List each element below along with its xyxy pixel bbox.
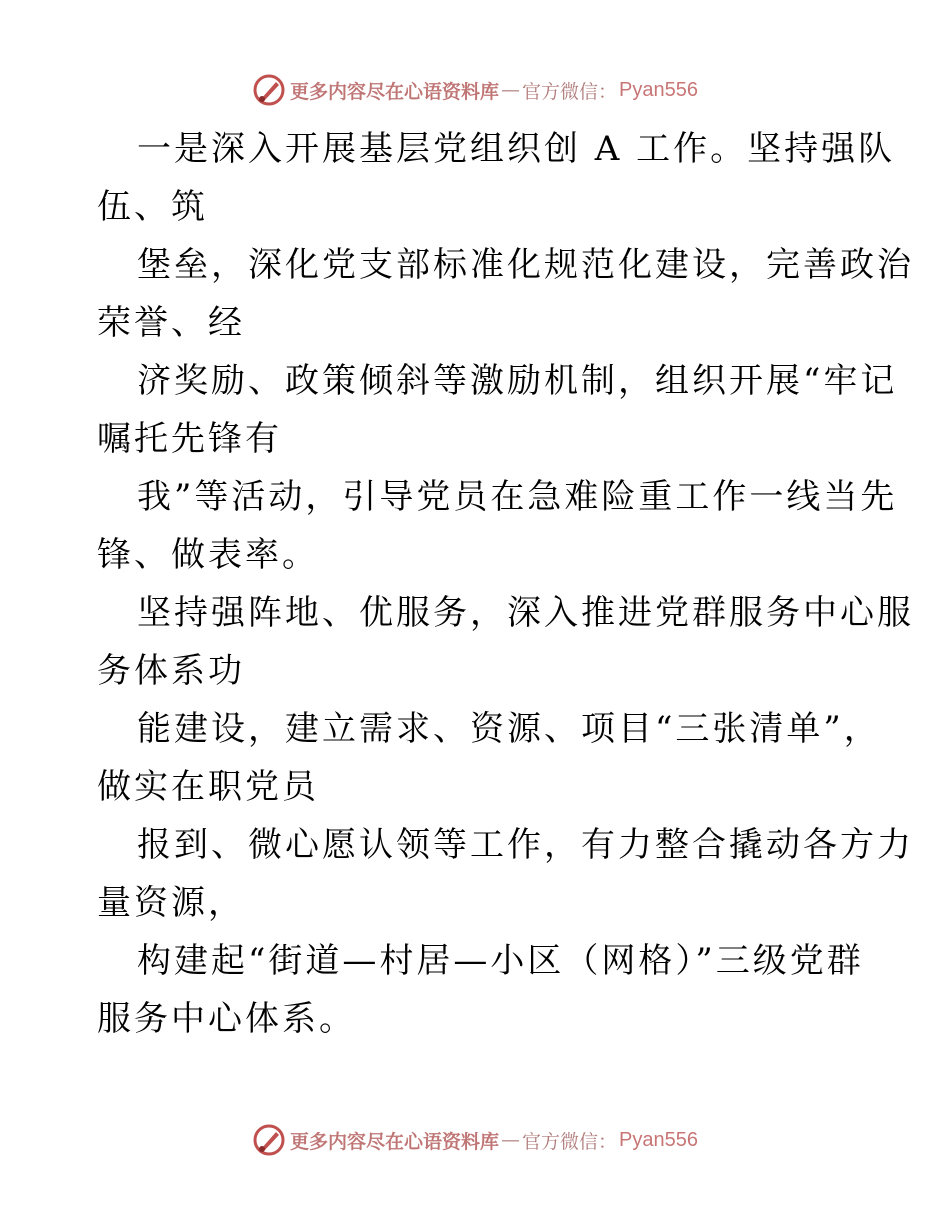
paragraph-line: 坚持强阵地、优服务，深入推进党群服务中心服	[137, 593, 914, 633]
footer-banner	[0, 1120, 950, 1160]
banner-wechat-label: 官方微信：	[522, 80, 618, 103]
banner-wechat-id: Pyan556	[619, 78, 698, 101]
banner-separator: —	[501, 79, 521, 101]
paragraph	[97, 236, 914, 352]
paragraph	[97, 352, 898, 468]
paragraph-line: 伍、筑	[97, 187, 208, 227]
paragraph-line: 嘱托先锋有	[97, 419, 282, 459]
header-banner	[0, 70, 950, 110]
paragraph-line: 报到、微心愿认领等工作，有力整合撬动各方力	[137, 825, 914, 865]
paragraph-line: 荣誉、经	[97, 303, 245, 343]
paragraph	[97, 584, 914, 700]
paragraph	[97, 700, 881, 816]
paragraph	[97, 468, 898, 584]
paragraph-line: 锋、做表率。	[97, 535, 319, 575]
paragraph-line: 济奖励、政策倾斜等激励机制，组织开展“牢记	[137, 361, 898, 401]
banner-wechat-label: 官方微信：	[522, 1130, 618, 1153]
paragraph	[97, 816, 914, 932]
paragraph-line: 我”等活动，引导党员在急难险重工作一线当先	[137, 477, 898, 517]
paragraph-line: 量资源，	[97, 883, 245, 923]
paragraph-line: 一是深入开展基层党组织创 A 工作。坚持强队	[137, 129, 896, 169]
pen-logo-icon	[252, 73, 286, 107]
paragraph-line: 务体系功	[97, 651, 245, 691]
banner-wechat-id: Pyan556	[619, 1128, 698, 1151]
paragraph-line: 能建设，建立需求、资源、项目“三张清单”，	[137, 709, 881, 749]
paragraph-line: 构建起“街道—村居—小区（网格）”三级党群	[137, 941, 864, 981]
paragraph-line: 服务中心体系。	[97, 999, 356, 1039]
paragraph-line: 堡垒，深化党支部标准化规范化建设，完善政治	[137, 245, 914, 285]
paragraph	[97, 932, 864, 1048]
document-body	[97, 120, 914, 1048]
banner-text: 更多内容尽在心语资料库	[290, 1130, 500, 1153]
banner-text: 更多内容尽在心语资料库	[290, 80, 500, 103]
pen-logo-icon	[252, 1123, 286, 1157]
banner-separator: —	[501, 1129, 521, 1151]
paragraph-line: 做实在职党员	[97, 767, 319, 807]
paragraph	[97, 120, 896, 236]
